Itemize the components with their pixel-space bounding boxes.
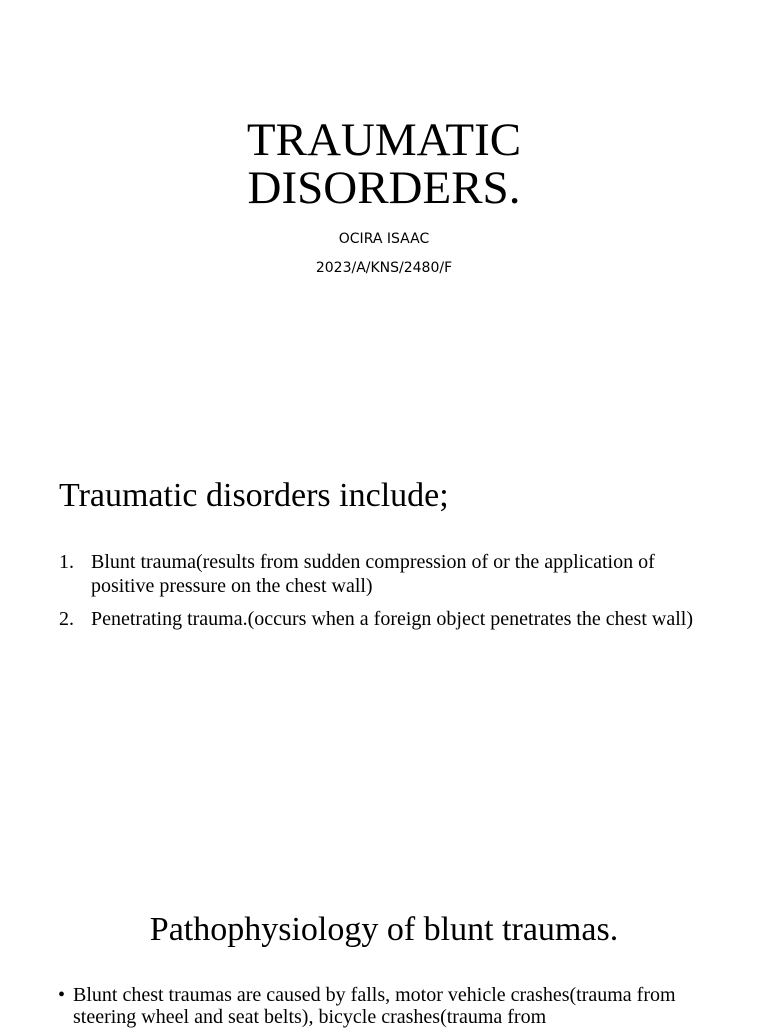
list-item-text: Penetrating trauma.(occurs when a foreign object penetrates the chest wall) — [91, 608, 693, 630]
disorders-list-slide — [0, 380, 768, 860]
pathophysiology-slide — [0, 860, 768, 1028]
title-line-1: TRAUMATIC — [246, 114, 522, 166]
author-id: 2023/A/KNS/2480/F — [315, 260, 453, 276]
presentation-title — [0, 116, 768, 212]
list-item-number: 2. — [59, 608, 74, 630]
list-item — [59, 607, 709, 631]
bullet-list — [58, 984, 708, 1028]
list-item-text: Blunt trauma(results from sudden compression of or the application of positive pressure on the chest wall) — [91, 551, 655, 597]
slide-heading: Traumatic disorders include; — [59, 477, 449, 514]
bullet-item — [58, 984, 708, 1028]
slide-heading: Pathophysiology of blunt traumas. — [149, 911, 619, 948]
title-line-2: DISORDERS. — [247, 162, 521, 214]
title-slide — [0, 0, 768, 380]
disorders-list — [59, 550, 709, 640]
bullet-icon: • — [58, 984, 66, 1006]
list-item-number: 1. — [59, 551, 74, 573]
author-name: OCIRA ISAAC — [338, 231, 430, 247]
bullet-item-text: Blunt chest traumas are caused by falls, motor vehicle crashes(trauma from steering wheel and seat belts), bicycle crashes(trauma from — [73, 984, 676, 1028]
list-item — [59, 550, 709, 598]
